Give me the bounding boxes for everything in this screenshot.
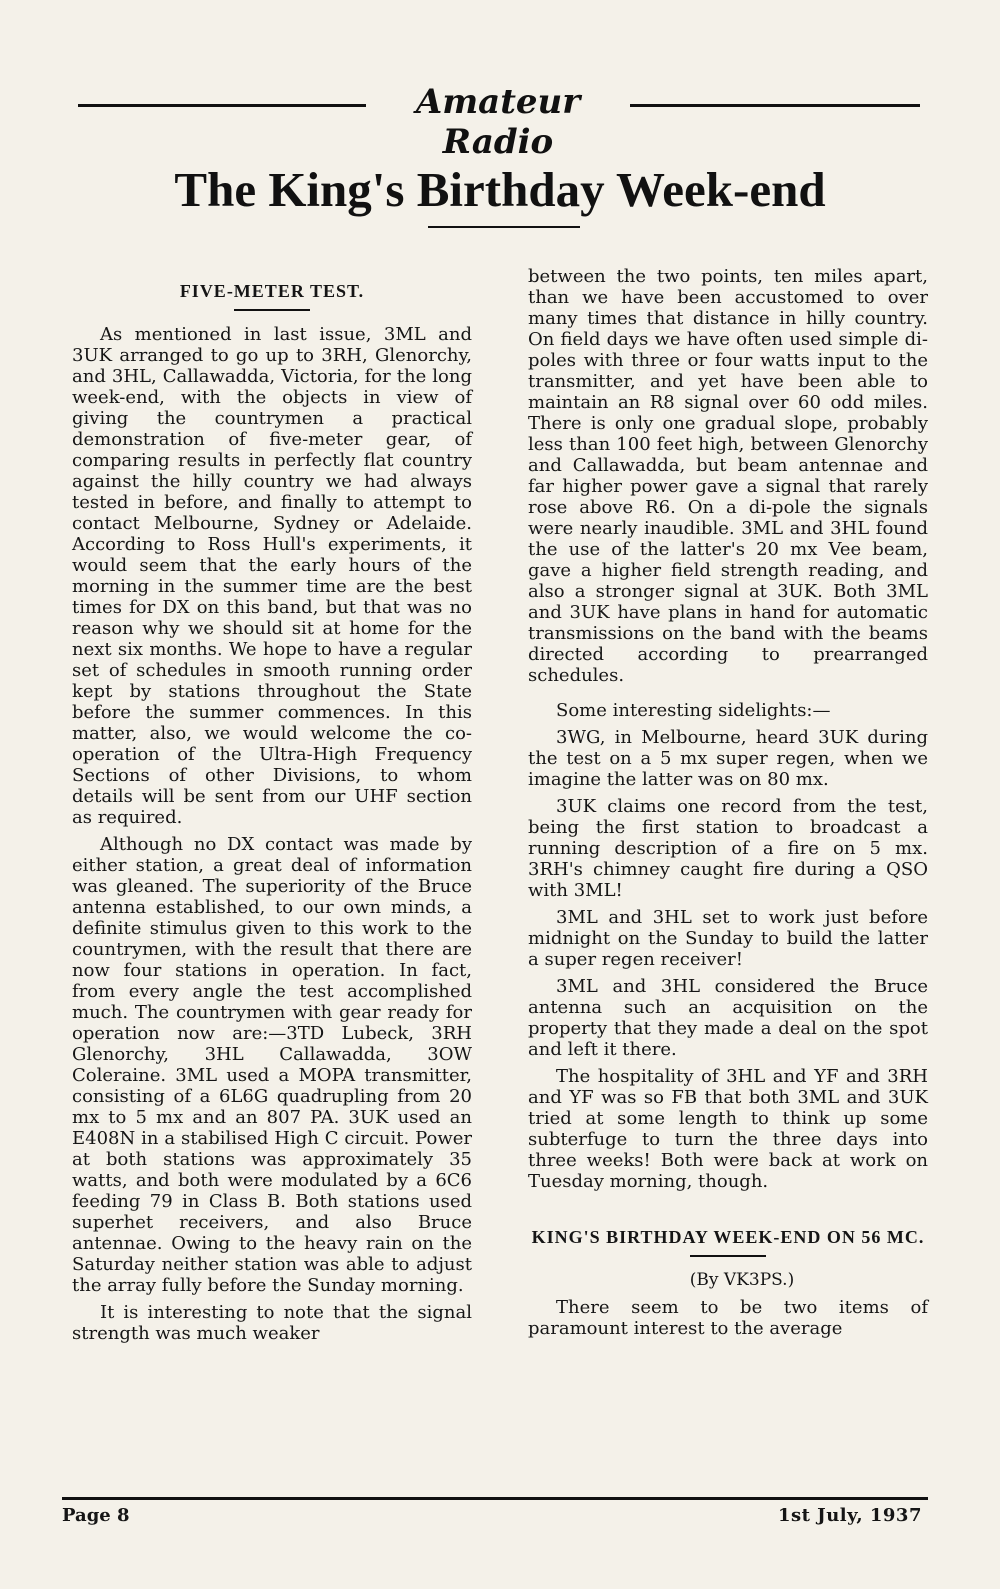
masthead-rule-left [78, 104, 366, 107]
heading-divider [234, 309, 310, 311]
magazine-logo: Amateur Radio [415, 82, 581, 162]
masthead [78, 82, 920, 162]
masthead-rule-right [630, 104, 920, 107]
section-heading-five-meter: FIVE-METER TEST. [179, 281, 365, 301]
paragraph-1: As mentioned in last issue, 3ML and 3UK arranged to go up to 3RH, Glenorchy, and 3HL, Callawadda, Victoria, for the long week-end, with the objects in view of giving the countrymen a practical demonstration of five-meter gear, of comparing results in perfectly flat country against the hilly country we had always tested in before, and finally to attempt to contact Melbourne, Sydney or Adelaide. According to Ross Hull's experiments, it would seem that the early hours of the morning in the summer time are the best times for DX on this band, but that was no reason why we should sit at home for the next six months. We hope to have a regular set of schedules in smooth running order kept by stations throughout the State before the summer commences. In this matter, also, we would welcome the co-operation of the Ultra-High Frequency Sections of other Divisions, to whom details will be sent from our UHF section as required. [72, 324, 472, 828]
sidelight-item: The hospitality of 3HL and YF and 3RH and YF was so FB that both 3ML and 3UK tried at some length to think up some subterfuge to turn the three days into three weeks! Both were back at work on Tuesday morning, though. [528, 1066, 928, 1192]
left-column [72, 266, 472, 1350]
byline: (By VK3PS.) [689, 1270, 795, 1290]
heading-divider [690, 1255, 766, 1257]
paragraph-3: It is interesting to note that the signal strength was much weaker [72, 1302, 472, 1344]
issue-date: 1st July, 1937 [777, 1505, 922, 1526]
sidelight-item: 3ML and 3HL considered the Bruce antenna such an acquisition on the property that they made a deal on the spot and left it there. [528, 976, 928, 1060]
footer-rule [62, 1497, 928, 1500]
sidelight-item: 3UK claims one record from the test, being the first station to broadcast a running description of a fire on 5 mx. 3RH's chimney caught fire during a QSO with 3ML! [528, 796, 928, 901]
paragraph-2: Although no DX contact was made by either station, a great deal of information was gleaned. The superiority of the Bruce antenna established, to our own minds, a definite stimulus given to this work to the countrymen, with the result that there are now four stations in operation. In fact, from every angle the test accomplished much. The countrymen with gear ready for operation now are:—3TD Lubeck, 3RH Glenorchy, 3HL Callawadda, 3OW Coleraine. 3ML used a MOPA transmitter, consisting of a 6L6G quadrupling from 20 mx to 5 mx and an 807 PA. 3UK used an E408N in a stabilised High C circuit. Power at both stations was approximately 35 watts, and both were modulated by a 6C6 feeding 79 in Class B. Both stations used superhet receivers, and also Bruce antennae. Owing to the heavy rain on the Saturday neither station was able to adjust the array fully before the Sunday morning. [72, 834, 472, 1296]
sidelight-item: 3ML and 3HL set to work just before midnight on the Sunday to build the latter a super regen receiver! [528, 907, 928, 970]
paragraph-3-continuation: between the two points, ten miles apart, than we have been accustomed to over many times that distance in hilly country. On field days we have often used simple di-poles with three or four watts input to the transmitter, and yet have been able to maintain an R8 signal over 60 odd miles. There is only one gradual slope, probably less than 100 feet high, between Glenorchy and Callawadda, but beam antennae and far higher power gave a signal that rarely rose above R6. On a di-pole the signals were nearly inaudible. 3ML and 3HL found the use of the latter's 20 mx Vee beam, gave a higher field strength reading, and also a stronger signal at 3UK. Both 3ML and 3UK have plans in hand for automatic transmissions on the band with the beams directed according to prearranged schedules. [528, 266, 928, 686]
section-heading-56mc: KING'S BIRTHDAY WEEK-END ON 56 MC. [531, 1227, 925, 1247]
sidelight-item: 3WG, in Melbourne, heard 3UK during the test on a 5 mx super regen, when we imagine the latter was on 80 mx. [528, 727, 928, 790]
sidelights-intro: Some interesting sidelights:— [556, 700, 831, 721]
title-underline [428, 226, 580, 228]
right-column [528, 266, 928, 1345]
paragraph-56mc-1: There seem to be two items of paramount interest to the average [528, 1297, 928, 1339]
page-number: Page 8 [62, 1505, 130, 1526]
article-title: The King's Birthday Week-end [174, 162, 826, 217]
section-56mc [528, 1226, 928, 1339]
